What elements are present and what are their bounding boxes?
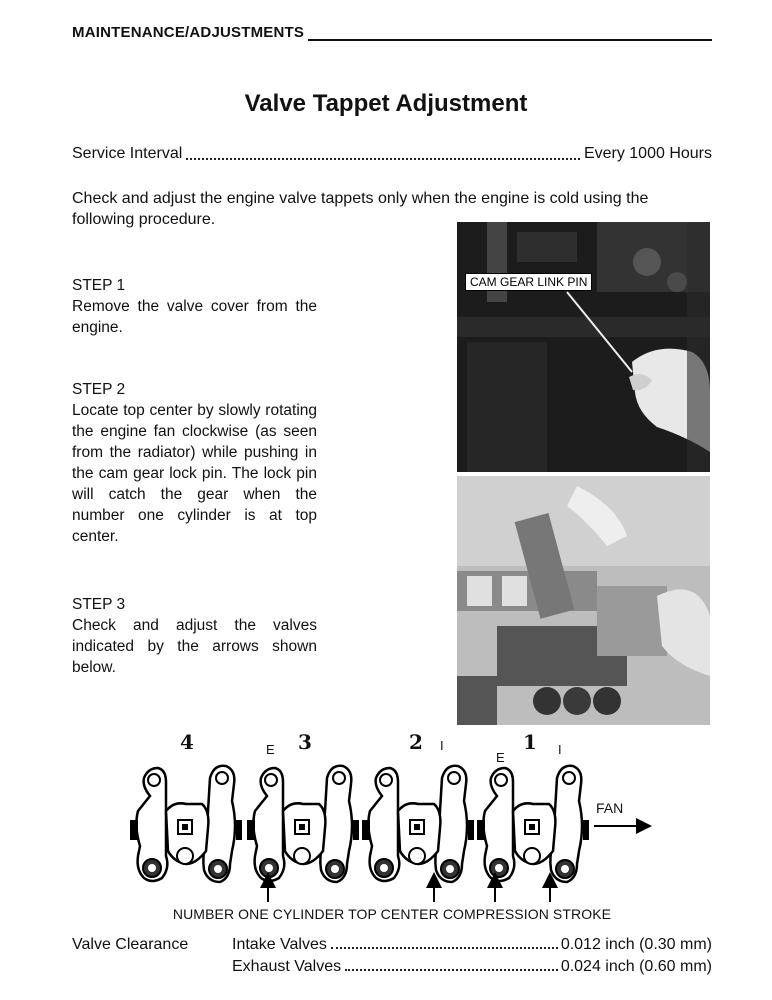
cylinder-2-label: 2	[409, 730, 423, 754]
cylinder-4-rockers	[130, 766, 242, 882]
page-title: Valve Tappet Adjustment	[244, 90, 528, 117]
dot-leader	[331, 936, 558, 949]
cylinder-2-rockers	[362, 766, 474, 882]
fan-label: FAN	[596, 800, 624, 816]
step-text: Remove the valve cover from the engine.	[72, 298, 317, 336]
step-text: Check and adjust the valves indicated by the arrows shown below.	[72, 617, 317, 676]
intro-paragraph: Check and adjust the engine valve tappets only when the engine is cold using the following procedure.	[72, 190, 649, 228]
step-text: Locate top center by slowly rotating the engine fan clockwise (as seen from the radiator) while pushing in the cam gear lock pin. The lock pin will catch the gear when the number one cylinder is at top center.	[72, 402, 317, 545]
service-interval-value: Every 1000 Hours	[583, 145, 712, 162]
cylinder-3-rockers	[247, 766, 359, 882]
cylinder-4-label: 4	[180, 730, 194, 754]
cam-gear-link-pin-label: CAM GEAR LINK PIN	[465, 273, 592, 291]
intake-valve-label: I	[558, 742, 562, 757]
intake-value: 0.012 inch (0.30 mm)	[560, 936, 712, 953]
step-label: STEP 3	[72, 596, 126, 613]
valve-rocker-photo	[457, 476, 710, 725]
diagram-caption: NUMBER ONE CYLINDER TOP CENTER COMPRESSION STROKE	[172, 906, 612, 922]
exhaust-value: 0.024 inch (0.60 mm)	[560, 958, 712, 975]
step-2	[72, 379, 317, 547]
engine-photo-art	[457, 222, 710, 472]
intake-label: Intake Valves	[232, 936, 327, 953]
exhaust-clearance-row	[232, 958, 712, 976]
engine-photo-cam-gear	[457, 222, 710, 472]
exhaust-valve-label: E	[266, 742, 275, 757]
valve-clearance-label: Valve Clearance	[72, 936, 189, 953]
page-header	[72, 24, 712, 44]
section-title: MAINTENANCE/ADJUSTMENTS	[72, 24, 308, 41]
dot-leader	[345, 958, 558, 971]
service-interval	[72, 145, 712, 165]
step-label: STEP 2	[72, 381, 126, 398]
valve-rocker-photo-art	[457, 476, 710, 725]
service-interval-label: Service Interval	[72, 145, 183, 162]
exhaust-valve-label: E	[496, 750, 505, 765]
cylinder-3-label: 3	[298, 730, 312, 754]
exhaust-label: Exhaust Valves	[232, 958, 342, 975]
step-1	[72, 275, 317, 338]
cylinder-1-label: 1	[523, 730, 537, 754]
rocker-arm-diagram	[72, 730, 712, 906]
dot-leader	[186, 145, 580, 160]
intake-valve-label: I	[440, 738, 444, 753]
intake-clearance-row	[232, 936, 712, 954]
step-3	[72, 594, 317, 678]
valve-diagram	[72, 730, 712, 930]
cylinder-1-rockers	[477, 766, 589, 882]
step-label: STEP 1	[72, 277, 126, 294]
